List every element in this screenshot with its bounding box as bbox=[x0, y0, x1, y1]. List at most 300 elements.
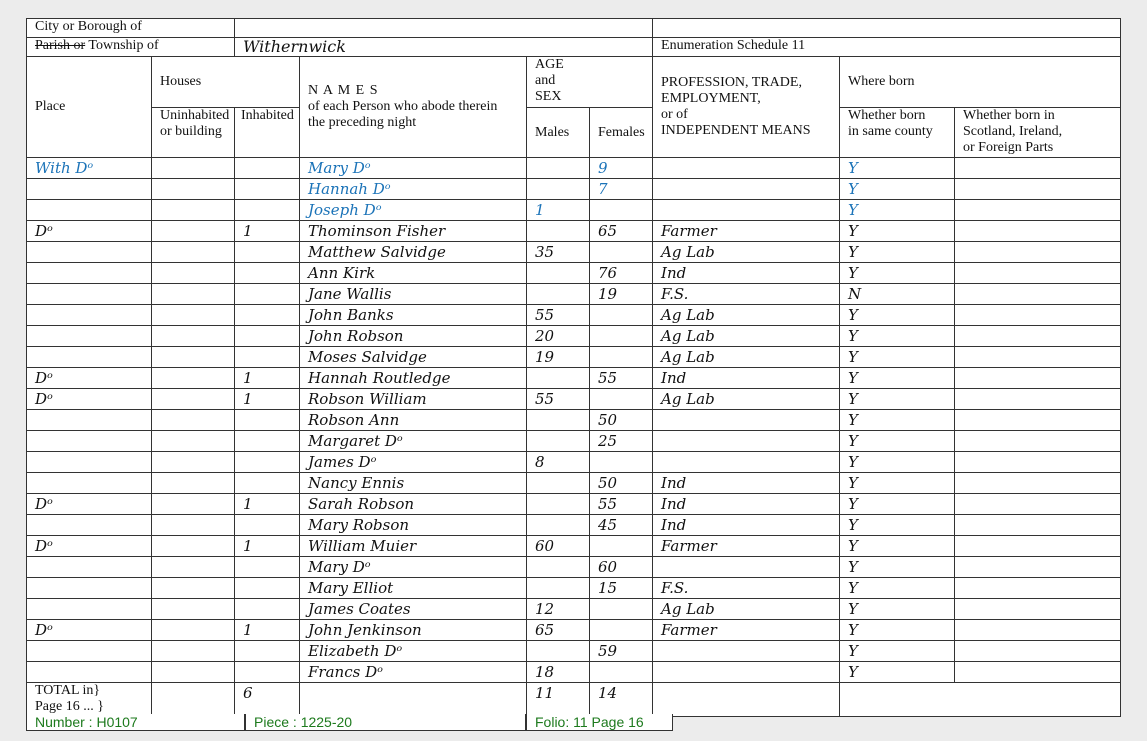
name-cell: John Banks bbox=[300, 305, 527, 326]
place-cell bbox=[27, 326, 152, 347]
prof-line-3: or of bbox=[661, 107, 688, 122]
place-cell bbox=[27, 410, 152, 431]
col-houses: Houses bbox=[152, 57, 300, 108]
table-row bbox=[27, 536, 1121, 557]
inhabited-cell bbox=[235, 473, 300, 494]
same-county-cell: Y bbox=[840, 515, 955, 536]
same-county-cell: Y bbox=[840, 599, 955, 620]
and-label: and bbox=[535, 73, 556, 88]
prof-line-4: INDEPENDENT MEANS bbox=[661, 123, 811, 138]
foreign-line-2: Scotland, Ireland, bbox=[963, 124, 1063, 139]
total-label bbox=[27, 683, 152, 717]
township-label-cell bbox=[27, 38, 235, 57]
male-age-cell: 35 bbox=[527, 242, 590, 263]
inhabited-cell bbox=[235, 347, 300, 368]
table-row bbox=[27, 158, 1121, 179]
male-age-cell: 60 bbox=[527, 536, 590, 557]
inhabited-cell bbox=[235, 599, 300, 620]
inhabited-cell bbox=[235, 662, 300, 683]
female-age-cell: 45 bbox=[590, 515, 653, 536]
inhabited-cell: 1 bbox=[235, 620, 300, 641]
uninhabited-cell bbox=[152, 515, 235, 536]
name-cell: Elizabeth Dᵒ bbox=[300, 641, 527, 662]
male-age-cell: 8 bbox=[527, 452, 590, 473]
table-row bbox=[27, 494, 1121, 515]
foreign-parts-cell bbox=[955, 536, 1121, 557]
profession-cell: Ind bbox=[653, 515, 840, 536]
profession-cell: Ag Lab bbox=[653, 242, 840, 263]
uninhabited-cell bbox=[152, 641, 235, 662]
foreign-parts-cell bbox=[955, 347, 1121, 368]
same-county-cell: Y bbox=[840, 578, 955, 599]
name-cell: Mary Elliot bbox=[300, 578, 527, 599]
table-row bbox=[27, 326, 1121, 347]
footer-number: Number : H0107 bbox=[26, 714, 245, 731]
total-line-2: Page 16 ... } bbox=[35, 699, 104, 714]
table-row bbox=[27, 242, 1121, 263]
male-age-cell bbox=[527, 368, 590, 389]
table-row bbox=[27, 389, 1121, 410]
inhabited-cell bbox=[235, 452, 300, 473]
profession-cell: Ag Lab bbox=[653, 326, 840, 347]
male-age-cell bbox=[527, 410, 590, 431]
foreign-parts-cell bbox=[955, 326, 1121, 347]
place-cell bbox=[27, 473, 152, 494]
profession-cell bbox=[653, 662, 840, 683]
table-row bbox=[27, 641, 1121, 662]
male-age-cell: 1 bbox=[527, 200, 590, 221]
uninhabited-cell bbox=[152, 662, 235, 683]
place-cell bbox=[27, 347, 152, 368]
profession-cell: Farmer bbox=[653, 536, 840, 557]
foreign-parts-cell bbox=[955, 305, 1121, 326]
profession-cell: Farmer bbox=[653, 620, 840, 641]
uninhabited-line-1: Uninhabited bbox=[160, 108, 230, 123]
uninhabited-cell bbox=[152, 431, 235, 452]
female-age-cell: 60 bbox=[590, 557, 653, 578]
place-cell bbox=[27, 284, 152, 305]
place-cell: Dᵒ bbox=[27, 620, 152, 641]
same-county-cell: Y bbox=[840, 242, 955, 263]
name-cell: Joseph Dᵒ bbox=[300, 200, 527, 221]
female-age-cell bbox=[590, 326, 653, 347]
profession-cell bbox=[653, 431, 840, 452]
place-cell: Dᵒ bbox=[27, 536, 152, 557]
foreign-parts-cell bbox=[955, 389, 1121, 410]
female-age-cell bbox=[590, 620, 653, 641]
foreign-parts-cell bbox=[955, 158, 1121, 179]
profession-cell bbox=[653, 179, 840, 200]
foreign-parts-cell bbox=[955, 452, 1121, 473]
same-county-cell: Y bbox=[840, 410, 955, 431]
table-row bbox=[27, 599, 1121, 620]
inhabited-cell: 1 bbox=[235, 389, 300, 410]
uninhabited-cell bbox=[152, 557, 235, 578]
inhabited-cell bbox=[235, 326, 300, 347]
total-names bbox=[300, 683, 527, 717]
female-age-cell: 55 bbox=[590, 494, 653, 515]
uninhabited-cell bbox=[152, 389, 235, 410]
inhabited-cell: 1 bbox=[235, 221, 300, 242]
foreign-parts-cell bbox=[955, 263, 1121, 284]
name-cell: William Muier bbox=[300, 536, 527, 557]
inhabited-cell bbox=[235, 641, 300, 662]
profession-cell bbox=[653, 641, 840, 662]
uninhabited-cell bbox=[152, 158, 235, 179]
names-sub-1: of each Person who abode therein bbox=[308, 99, 498, 114]
place-cell: Dᵒ bbox=[27, 389, 152, 410]
table-row bbox=[27, 452, 1121, 473]
female-age-cell: 15 bbox=[590, 578, 653, 599]
same-county-cell: Y bbox=[840, 536, 955, 557]
same-county-cell: Y bbox=[840, 221, 955, 242]
table-row bbox=[27, 284, 1121, 305]
foreign-parts-cell bbox=[955, 515, 1121, 536]
profession-cell bbox=[653, 200, 840, 221]
inhabited-cell bbox=[235, 200, 300, 221]
place-cell bbox=[27, 578, 152, 599]
male-age-cell bbox=[527, 158, 590, 179]
name-cell: Jane Wallis bbox=[300, 284, 527, 305]
foreign-parts-cell bbox=[955, 179, 1121, 200]
male-age-cell bbox=[527, 284, 590, 305]
place-cell bbox=[27, 242, 152, 263]
inhabited-cell: 1 bbox=[235, 368, 300, 389]
township-value: Withernwick bbox=[235, 38, 653, 57]
table-row bbox=[27, 578, 1121, 599]
same-county-cell: Y bbox=[840, 179, 955, 200]
table-row bbox=[27, 473, 1121, 494]
female-age-cell: 65 bbox=[590, 221, 653, 242]
total-born bbox=[840, 683, 1121, 717]
male-age-cell: 55 bbox=[527, 389, 590, 410]
col-males: Males bbox=[527, 108, 590, 158]
uninhabited-cell bbox=[152, 221, 235, 242]
female-age-cell bbox=[590, 389, 653, 410]
female-age-cell bbox=[590, 347, 653, 368]
census-table bbox=[26, 18, 1121, 717]
same-county-cell: Y bbox=[840, 158, 955, 179]
name-cell: Moses Salvidge bbox=[300, 347, 527, 368]
inhabited-cell: 1 bbox=[235, 536, 300, 557]
inhabited-cell bbox=[235, 578, 300, 599]
foreign-parts-cell bbox=[955, 578, 1121, 599]
profession-cell: Ind bbox=[653, 494, 840, 515]
male-age-cell bbox=[527, 515, 590, 536]
profession-cell: Ag Lab bbox=[653, 389, 840, 410]
same-county-cell: Y bbox=[840, 473, 955, 494]
name-cell: John Robson bbox=[300, 326, 527, 347]
profession-cell: F.S. bbox=[653, 578, 840, 599]
male-age-cell: 12 bbox=[527, 599, 590, 620]
table-row bbox=[27, 221, 1121, 242]
female-age-cell: 55 bbox=[590, 368, 653, 389]
uninhabited-cell bbox=[152, 473, 235, 494]
county-line-1: Whether born bbox=[848, 108, 926, 123]
same-county-cell: Y bbox=[840, 494, 955, 515]
same-county-cell: Y bbox=[840, 452, 955, 473]
female-age-cell: 25 bbox=[590, 431, 653, 452]
foreign-parts-cell bbox=[955, 242, 1121, 263]
male-age-cell bbox=[527, 578, 590, 599]
profession-cell: Ind bbox=[653, 473, 840, 494]
uninhabited-cell bbox=[152, 284, 235, 305]
table-row bbox=[27, 263, 1121, 284]
township-label: Township of bbox=[88, 38, 159, 53]
foreign-parts-cell bbox=[955, 620, 1121, 641]
foreign-line-1: Whether born in bbox=[963, 108, 1055, 123]
name-cell: Sarah Robson bbox=[300, 494, 527, 515]
inhabited-cell bbox=[235, 305, 300, 326]
uninhabited-cell bbox=[152, 494, 235, 515]
name-cell: Nancy Ennis bbox=[300, 473, 527, 494]
total-uninhabited bbox=[152, 683, 235, 717]
table-row bbox=[27, 557, 1121, 578]
table-row bbox=[27, 662, 1121, 683]
table-row bbox=[27, 368, 1121, 389]
name-cell: Robson William bbox=[300, 389, 527, 410]
profession-cell bbox=[653, 557, 840, 578]
male-age-cell: 18 bbox=[527, 662, 590, 683]
foreign-parts-cell bbox=[955, 284, 1121, 305]
same-county-cell: Y bbox=[840, 368, 955, 389]
uninhabited-cell bbox=[152, 452, 235, 473]
col-age-sex bbox=[527, 57, 653, 108]
same-county-cell: Y bbox=[840, 263, 955, 284]
foreign-line-3: or Foreign Parts bbox=[963, 140, 1054, 155]
uninhabited-cell bbox=[152, 599, 235, 620]
uninhabited-cell bbox=[152, 410, 235, 431]
profession-cell bbox=[653, 452, 840, 473]
total-males: 11 bbox=[527, 683, 590, 717]
col-uninhabited bbox=[152, 108, 235, 158]
male-age-cell bbox=[527, 641, 590, 662]
place-cell: Dᵒ bbox=[27, 368, 152, 389]
female-age-cell bbox=[590, 305, 653, 326]
names-title: N A M E S bbox=[308, 83, 379, 98]
name-cell: Margaret Dᵒ bbox=[300, 431, 527, 452]
place-cell bbox=[27, 599, 152, 620]
foreign-parts-cell bbox=[955, 200, 1121, 221]
census-rows bbox=[27, 158, 1121, 683]
female-age-cell: 7 bbox=[590, 179, 653, 200]
name-cell: Hannah Routledge bbox=[300, 368, 527, 389]
same-county-cell: Y bbox=[840, 347, 955, 368]
total-line-1: TOTAL in} bbox=[35, 683, 101, 698]
footer-folio: Folio: 11 Page 16 bbox=[526, 714, 673, 731]
inhabited-cell bbox=[235, 179, 300, 200]
same-county-cell: Y bbox=[840, 641, 955, 662]
place-cell bbox=[27, 515, 152, 536]
foreign-parts-cell bbox=[955, 473, 1121, 494]
male-age-cell: 65 bbox=[527, 620, 590, 641]
same-county-cell: Y bbox=[840, 305, 955, 326]
uninhabited-cell bbox=[152, 263, 235, 284]
uninhabited-cell bbox=[152, 200, 235, 221]
foreign-parts-cell bbox=[955, 599, 1121, 620]
place-cell bbox=[27, 452, 152, 473]
foreign-parts-cell bbox=[955, 368, 1121, 389]
foreign-parts-cell bbox=[955, 557, 1121, 578]
male-age-cell bbox=[527, 494, 590, 515]
table-row bbox=[27, 305, 1121, 326]
uninhabited-cell bbox=[152, 179, 235, 200]
same-county-cell: Y bbox=[840, 620, 955, 641]
female-age-cell bbox=[590, 536, 653, 557]
inhabited-cell: 1 bbox=[235, 494, 300, 515]
uninhabited-cell bbox=[152, 305, 235, 326]
name-cell: Matthew Salvidge bbox=[300, 242, 527, 263]
inhabited-cell bbox=[235, 431, 300, 452]
profession-cell: Ind bbox=[653, 263, 840, 284]
table-row bbox=[27, 620, 1121, 641]
name-cell: Mary Dᵒ bbox=[300, 158, 527, 179]
name-cell: Mary Robson bbox=[300, 515, 527, 536]
inhabited-cell bbox=[235, 242, 300, 263]
footer-piece: Piece : 1225-20 bbox=[245, 714, 526, 731]
male-age-cell: 19 bbox=[527, 347, 590, 368]
col-females: Females bbox=[590, 108, 653, 158]
female-age-cell: 19 bbox=[590, 284, 653, 305]
foreign-parts-cell bbox=[955, 494, 1121, 515]
census-sheet bbox=[26, 18, 1120, 717]
prof-line-2: EMPLOYMENT, bbox=[661, 91, 761, 106]
profession-cell: F.S. bbox=[653, 284, 840, 305]
female-age-cell: 59 bbox=[590, 641, 653, 662]
col-profession bbox=[653, 57, 840, 158]
uninhabited-line-2: or building bbox=[160, 124, 222, 139]
name-cell: Ann Kirk bbox=[300, 263, 527, 284]
male-age-cell bbox=[527, 221, 590, 242]
male-age-cell bbox=[527, 557, 590, 578]
col-same-county bbox=[840, 108, 955, 158]
foreign-parts-cell bbox=[955, 221, 1121, 242]
table-row bbox=[27, 431, 1121, 452]
name-cell: Francs Dᵒ bbox=[300, 662, 527, 683]
table-row bbox=[27, 347, 1121, 368]
foreign-parts-cell bbox=[955, 431, 1121, 452]
sex-label: SEX bbox=[535, 89, 562, 104]
place-cell: Dᵒ bbox=[27, 494, 152, 515]
place-cell bbox=[27, 557, 152, 578]
female-age-cell: 50 bbox=[590, 410, 653, 431]
same-county-cell: Y bbox=[840, 557, 955, 578]
table-row bbox=[27, 515, 1121, 536]
name-cell: James Dᵒ bbox=[300, 452, 527, 473]
name-cell: Robson Ann bbox=[300, 410, 527, 431]
foreign-parts-cell bbox=[955, 662, 1121, 683]
place-cell: With Dᵒ bbox=[27, 158, 152, 179]
enumeration-schedule: Enumeration Schedule 11 bbox=[653, 38, 1121, 57]
uninhabited-cell bbox=[152, 620, 235, 641]
male-age-cell bbox=[527, 473, 590, 494]
female-age-cell: 9 bbox=[590, 158, 653, 179]
prof-line-1: PROFESSION, TRADE, bbox=[661, 75, 802, 90]
female-age-cell: 76 bbox=[590, 263, 653, 284]
col-where-born: Where born bbox=[840, 57, 1121, 108]
table-row bbox=[27, 410, 1121, 431]
place-cell: Dᵒ bbox=[27, 221, 152, 242]
col-foreign bbox=[955, 108, 1121, 158]
foreign-parts-cell bbox=[955, 410, 1121, 431]
county-line-2: in same county bbox=[848, 124, 933, 139]
place-cell bbox=[27, 431, 152, 452]
place-cell bbox=[27, 662, 152, 683]
table-row bbox=[27, 179, 1121, 200]
profession-cell: Ind bbox=[653, 368, 840, 389]
profession-cell: Farmer bbox=[653, 221, 840, 242]
uninhabited-cell bbox=[152, 347, 235, 368]
city-label: City or Borough of bbox=[27, 19, 235, 38]
profession-cell bbox=[653, 410, 840, 431]
total-inhabited: 6 bbox=[235, 683, 300, 717]
male-age-cell: 55 bbox=[527, 305, 590, 326]
same-county-cell: Y bbox=[840, 431, 955, 452]
name-cell: Thominson Fisher bbox=[300, 221, 527, 242]
same-county-cell: N bbox=[840, 284, 955, 305]
female-age-cell: 50 bbox=[590, 473, 653, 494]
inhabited-cell bbox=[235, 557, 300, 578]
uninhabited-cell bbox=[152, 368, 235, 389]
inhabited-cell bbox=[235, 263, 300, 284]
female-age-cell bbox=[590, 200, 653, 221]
foreign-parts-cell bbox=[955, 641, 1121, 662]
female-age-cell bbox=[590, 662, 653, 683]
uninhabited-cell bbox=[152, 242, 235, 263]
same-county-cell: Y bbox=[840, 200, 955, 221]
inhabited-cell bbox=[235, 158, 300, 179]
name-cell: Hannah Dᵒ bbox=[300, 179, 527, 200]
place-cell bbox=[27, 200, 152, 221]
inhabited-cell bbox=[235, 515, 300, 536]
male-age-cell bbox=[527, 263, 590, 284]
names-sub-2: the preceding night bbox=[308, 115, 417, 130]
col-inhabited: Inhabited bbox=[235, 108, 300, 158]
inhabited-cell bbox=[235, 410, 300, 431]
table-row bbox=[27, 200, 1121, 221]
place-cell bbox=[27, 641, 152, 662]
profession-cell: Ag Lab bbox=[653, 599, 840, 620]
place-cell bbox=[27, 263, 152, 284]
total-profession bbox=[653, 683, 840, 717]
profession-cell: Ag Lab bbox=[653, 305, 840, 326]
name-cell: John Jenkinson bbox=[300, 620, 527, 641]
same-county-cell: Y bbox=[840, 326, 955, 347]
female-age-cell bbox=[590, 242, 653, 263]
male-age-cell: 20 bbox=[527, 326, 590, 347]
place-cell bbox=[27, 305, 152, 326]
female-age-cell bbox=[590, 599, 653, 620]
total-females: 14 bbox=[590, 683, 653, 717]
uninhabited-cell bbox=[152, 536, 235, 557]
col-names bbox=[300, 57, 527, 158]
uninhabited-cell bbox=[152, 578, 235, 599]
col-place: Place bbox=[27, 57, 152, 158]
place-cell bbox=[27, 179, 152, 200]
male-age-cell bbox=[527, 179, 590, 200]
uninhabited-cell bbox=[152, 326, 235, 347]
name-cell: Mary Dᵒ bbox=[300, 557, 527, 578]
male-age-cell bbox=[527, 431, 590, 452]
same-county-cell: Y bbox=[840, 662, 955, 683]
city-value bbox=[235, 19, 653, 38]
city-extra bbox=[653, 19, 1121, 38]
name-cell: James Coates bbox=[300, 599, 527, 620]
profession-cell bbox=[653, 158, 840, 179]
same-county-cell: Y bbox=[840, 389, 955, 410]
profession-cell: Ag Lab bbox=[653, 347, 840, 368]
age-label: AGE bbox=[535, 57, 564, 72]
